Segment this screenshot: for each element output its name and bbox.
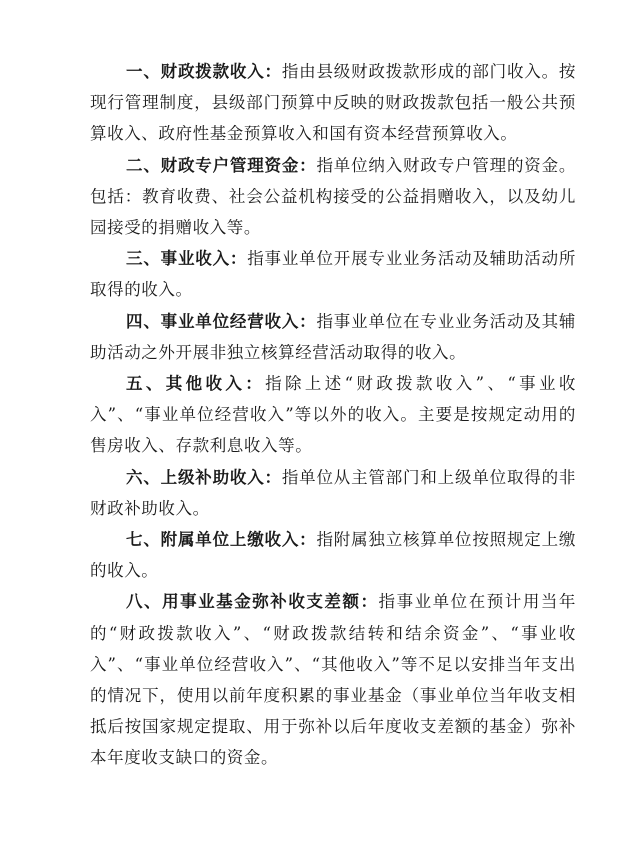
definition-paragraph-6 xyxy=(90,462,576,524)
term-heading: 八、用事业基金弥补收支差额： xyxy=(126,592,379,612)
term-definition: 指事业单位在预计用当年的“财政拨款收入”、“财政拨款结转和结余资金”、“事业收入”、“事业单位经营收入”、“其他收入”等不足以安排当年支出的情况下，使用以前年度积累的事业基金（事业单位当年收支相抵后按国家规定提取、用于弥补以后年度收支差额的基金）弥补本年度收支缺口的资金。 xyxy=(90,592,576,768)
term-definition: 指单位从主管部门和上级单位取得的非财政补助收入。 xyxy=(90,467,576,518)
definition-paragraph-5 xyxy=(90,368,576,462)
definition-paragraph-3 xyxy=(90,243,576,305)
term-definition: 指除上述“财政拨款收入”、“事业收入”、“事业单位经营收入”等以外的收入。主要是按规定动用的售房收入、存款利息收入等。 xyxy=(90,374,577,456)
term-heading: 二、财政专户管理资金： xyxy=(126,155,317,175)
definition-paragraph-8 xyxy=(90,586,576,773)
term-heading: 六、上级补助收入： xyxy=(126,467,282,487)
document-body xyxy=(90,56,576,774)
term-definition: 指由县级财政拨款形成的部门收入。按现行管理制度，县级部门预算中反映的财政拨款包括一般公共预算收入、政府性基金预算收入和国有资本经营预算收入。 xyxy=(90,62,576,144)
definition-paragraph-7 xyxy=(90,524,576,586)
definition-paragraph-4 xyxy=(90,306,576,368)
definition-paragraph-1 xyxy=(90,56,576,150)
term-definition: 指事业单位在专业业务活动及其辅助活动之外开展非独立核算经营活动取得的收入。 xyxy=(90,311,577,362)
definition-paragraph-2 xyxy=(90,150,576,244)
term-heading: 五、其他收入： xyxy=(126,374,266,394)
term-heading: 一、财政拨款收入： xyxy=(126,62,282,81)
term-heading: 七、附属单位上缴收入： xyxy=(126,530,317,550)
term-heading: 三、事业收入： xyxy=(126,249,248,269)
term-definition: 指事业单位开展专业业务活动及辅助活动所取得的收入。 xyxy=(90,249,576,300)
term-definition: 指单位纳入财政专户管理的资金。包括：教育收费、社会公益机构接受的公益捐赠收入，以及幼儿园接受的捐赠收入等。 xyxy=(90,155,577,238)
term-definition: 指附属独立核算单位按照规定上缴的收入。 xyxy=(90,530,577,581)
term-heading: 四、事业单位经营收入： xyxy=(126,311,317,331)
